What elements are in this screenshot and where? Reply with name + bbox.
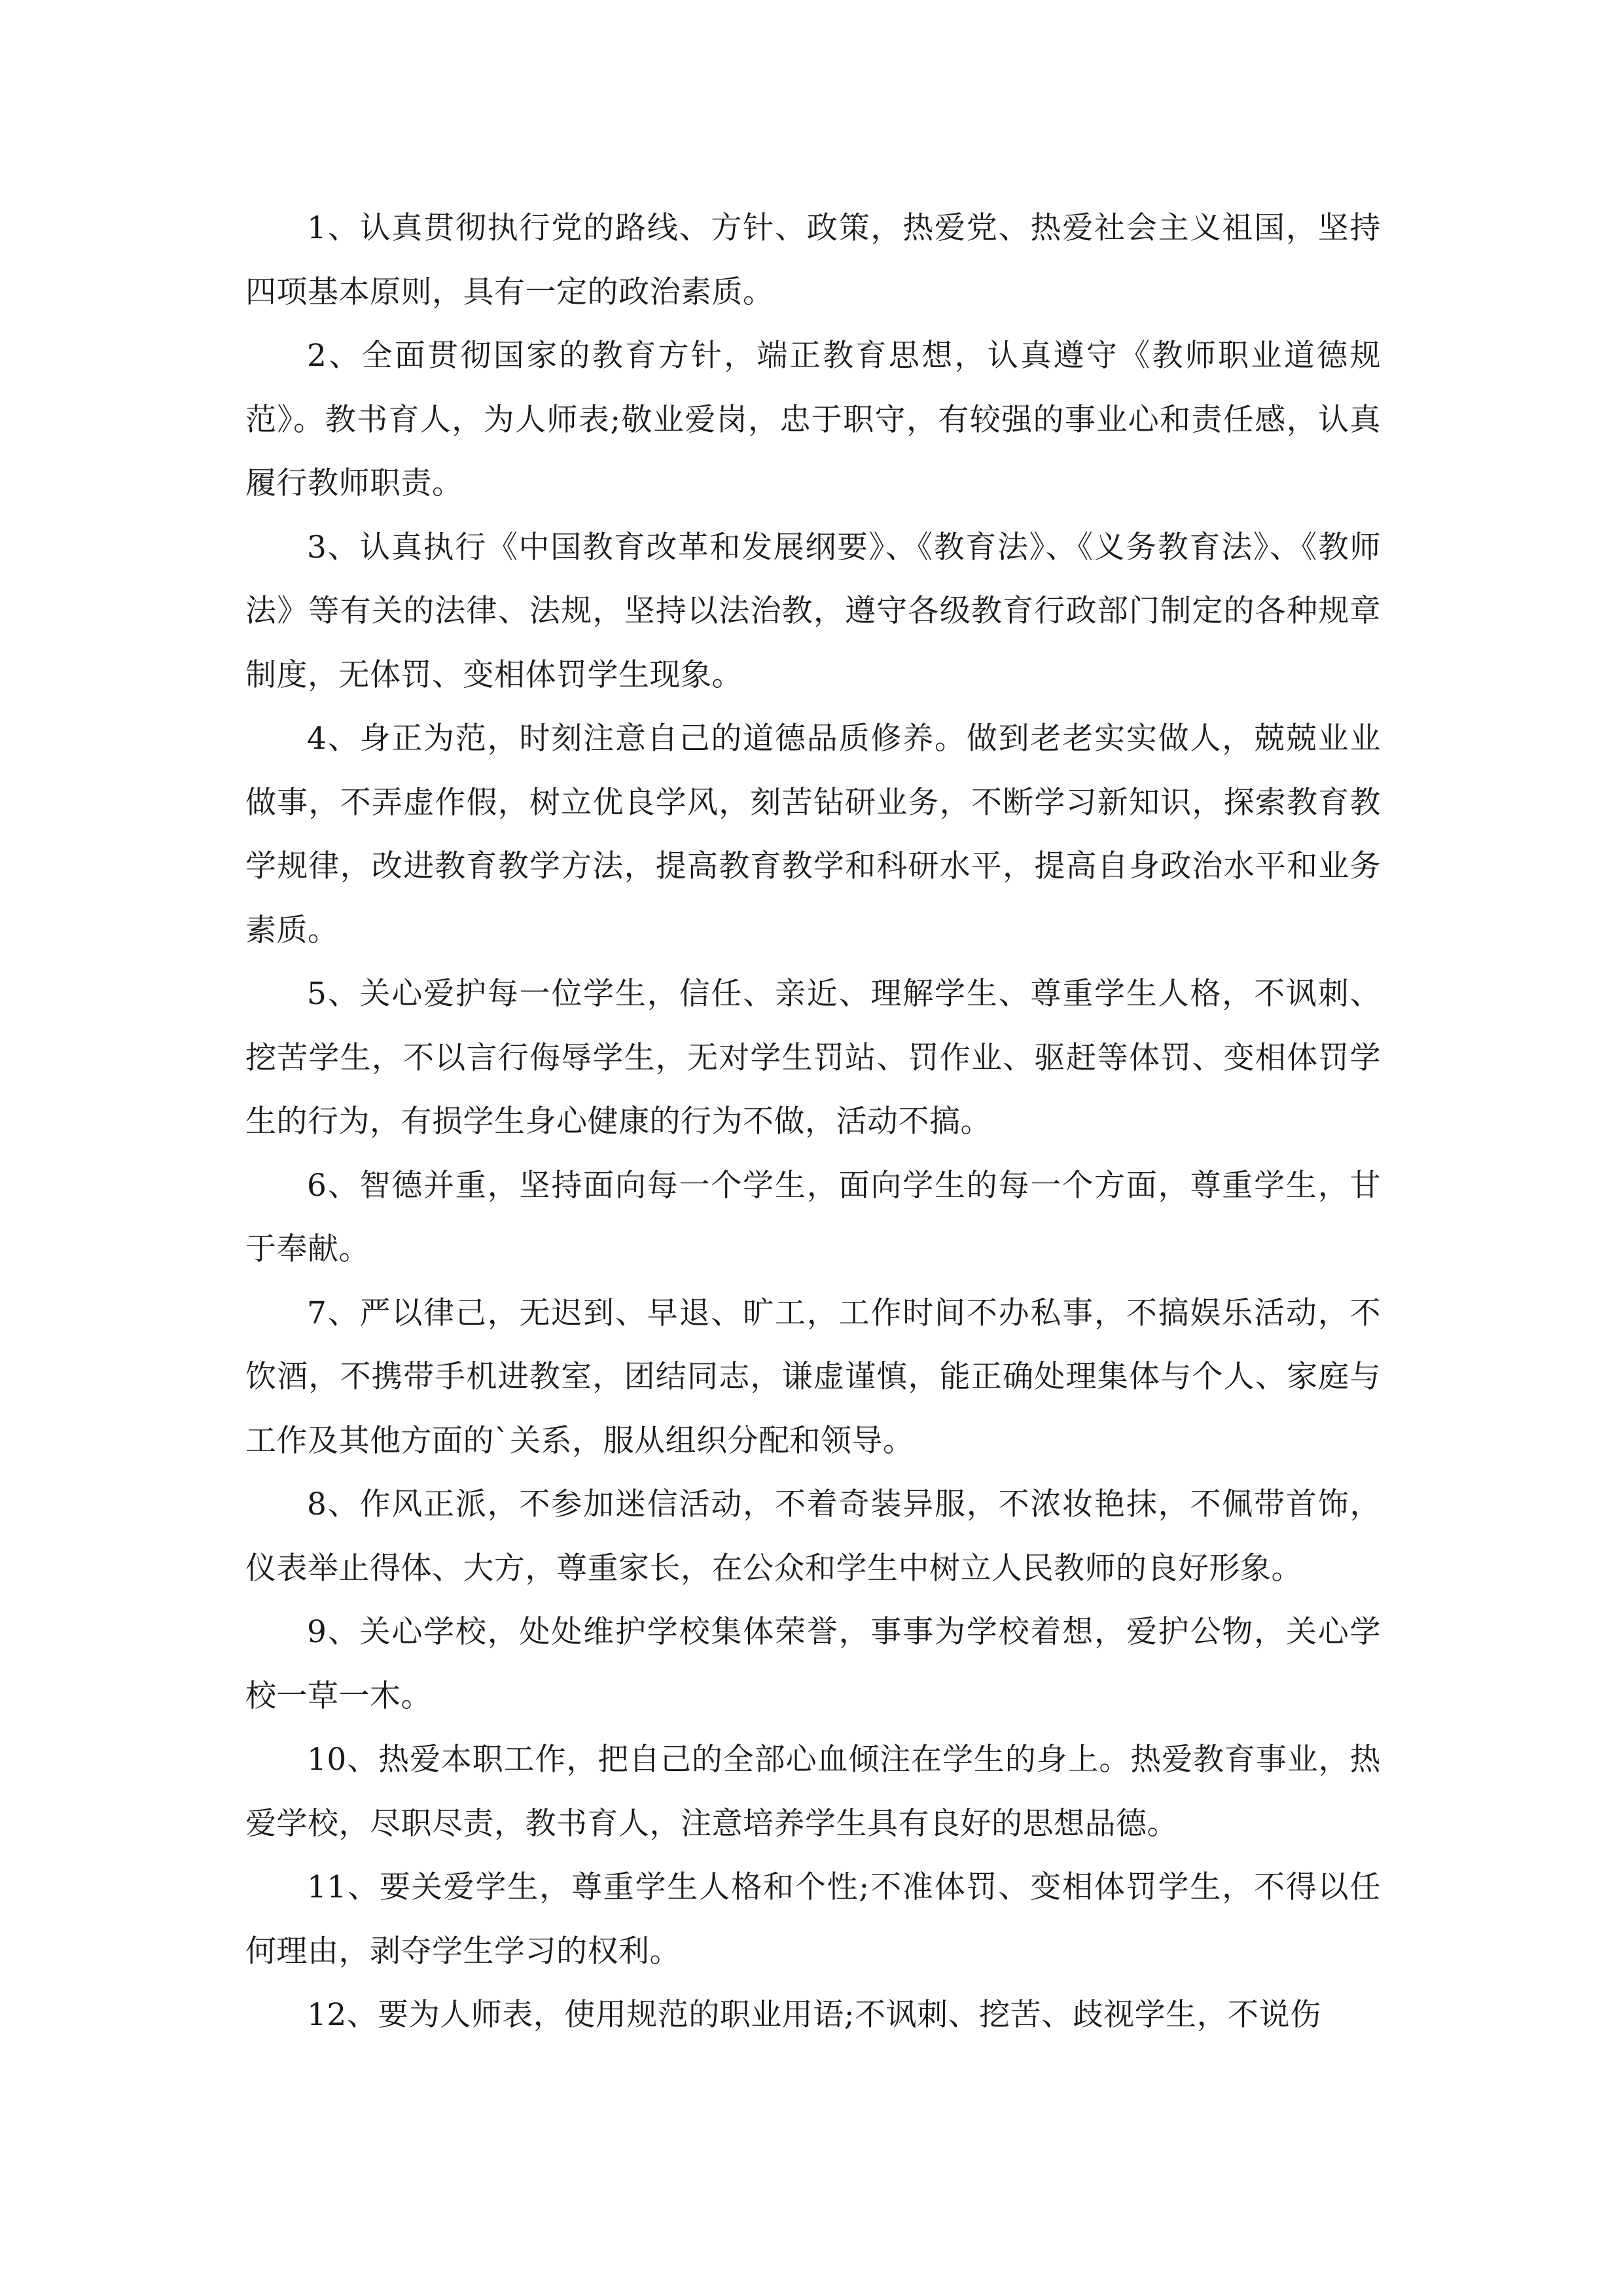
- paragraph-3: 3、认真执行《中国教育改革和发展纲要》、《教育法》、《义务教育法》、《教师法》等有关的法律、法规，坚持以法治教，遵守各级教育行政部门制定的各种规章制度，无体罚、变相体罚学生现象。: [245, 529, 1381, 693]
- paragraph-8: 8、作风正派，不参加迷信活动，不着奇装异服，不浓妆艳抹，不佩带首饰，仪表举止得体、大方，尊重家长，在公众和学生中树立人民教师的良好形象。: [245, 1486, 1381, 1587]
- paragraph-2: 2、全面贯彻国家的教育方针，端正教育思想，认真遵守《教师职业道德规范》。教书育人，为人师表;敬业爱岗，忠于职守，有较强的事业心和责任感，认真履行教师职责。: [245, 338, 1381, 501]
- paragraph-6: 6、智德并重，坚持面向每一个学生，面向学生的每一个方面，尊重学生，甘于奉献。: [245, 1167, 1381, 1267]
- paragraph-11: 11、要关爱学生，尊重学生人格和个性;不准体罚、变相体罚学生，不得以任何理由，剥夺学生学习的权利。: [245, 1869, 1381, 1969]
- paragraph-7: 7、严以律己，无迟到、早退、旷工，工作时间不办私事，不搞娱乐活动，不饮酒，不携带手机进教室，团结同志，谦虚谨慎，能正确处理集体与个人、家庭与工作及其他方面的`关系，服从组织分配和领导。: [245, 1295, 1381, 1459]
- document-body: [245, 196, 1381, 2047]
- paragraph-5: 5、关心爱护每一位学生，信任、亲近、理解学生、尊重学生人格，不讽刺、挖苦学生，不以言行侮辱学生，无对学生罚站、罚作业、驱赶等体罚、变相体罚学生的行为，有损学生身心健康的行为不做，活动不搞。: [245, 976, 1381, 1139]
- paragraph-1: 1、认真贯彻执行党的路线、方针、政策，热爱党、热爱社会主义祖国，坚持四项基本原则，具有一定的政治素质。: [245, 210, 1381, 310]
- paragraph-9: 9、关心学校，处处维护学校集体荣誉，事事为学校着想，爱护公物，关心学校一草一木。: [245, 1614, 1381, 1714]
- paragraph-12: 12、要为人师表，使用规范的职业用语;不讽刺、挖苦、歧视学生，不说伤: [307, 1997, 1321, 2033]
- paragraph-10: 10、热爱本职工作，把自己的全部心血倾注在学生的身上。热爱教育事业，热爱学校，尽职尽责，教书育人，注意培养学生具有良好的思想品德。: [245, 1742, 1381, 1842]
- paragraph-4: 4、身正为范，时刻注意自己的道德品质修养。做到老老实实做人，兢兢业业做事，不弄虚作假，树立优良学风，刻苦钻研业务，不断学习新知识，探索教育教学规律，改进教育教学方法，提高教育教学和科研水平，提高自身政治水平和业务素质。: [245, 721, 1381, 948]
